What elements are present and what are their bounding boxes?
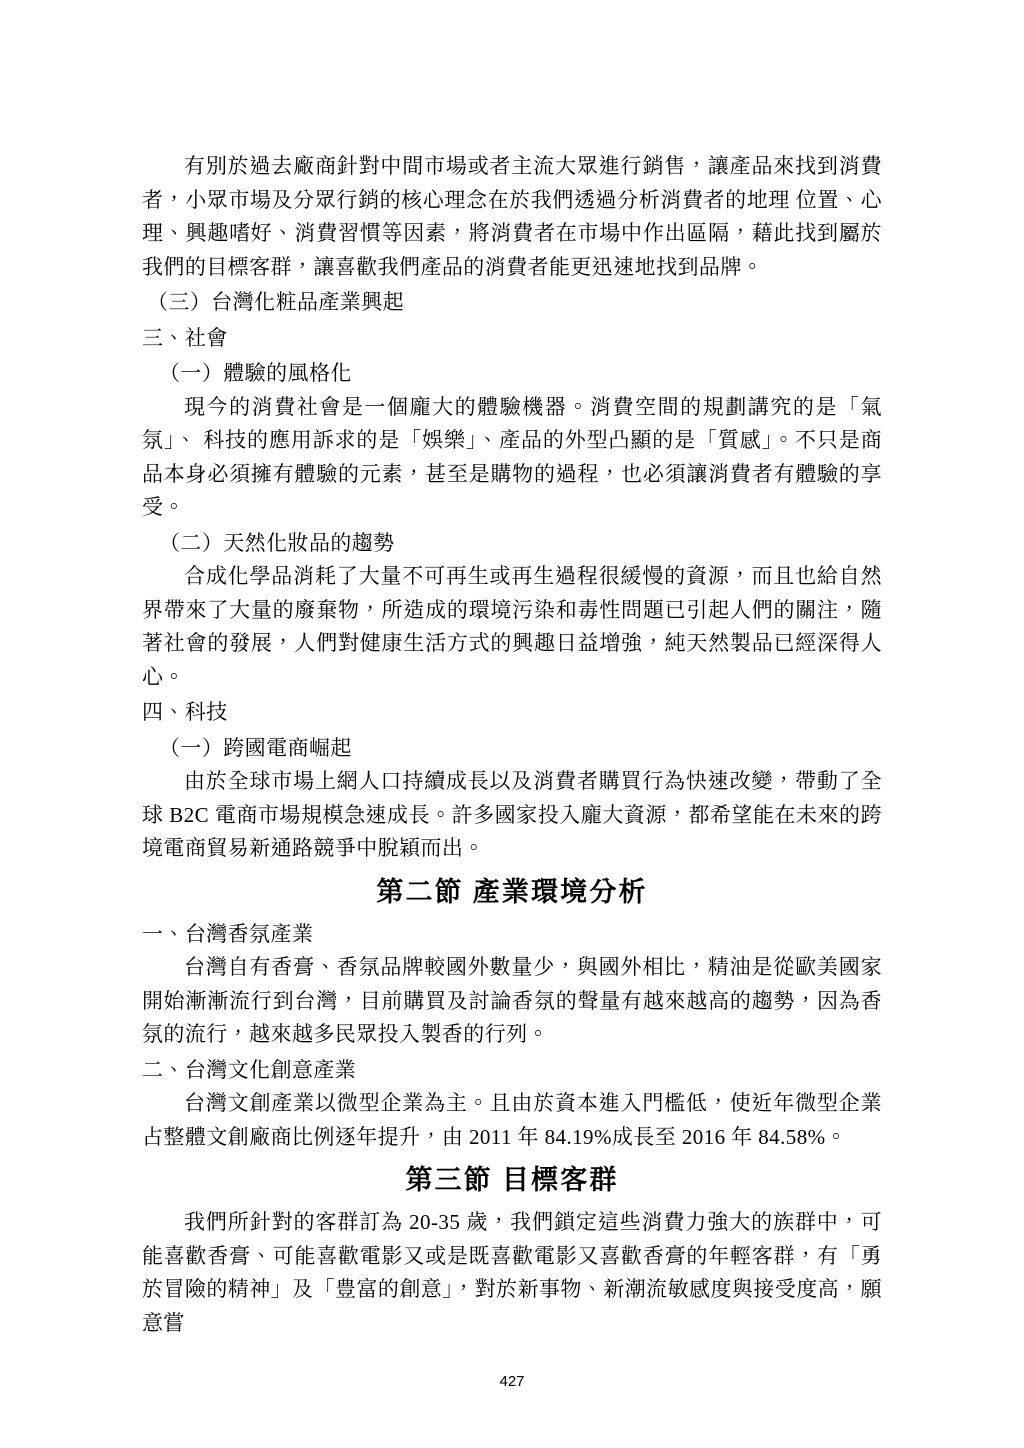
section-item-society: 三、社會 <box>142 325 228 350</box>
list-item-taiwan-cosmetics-rise: （三）台灣化粧品產業興起 <box>147 290 405 314</box>
paragraph-cultural-creative-industry: 台灣文創產業以微型企業為主。且由於資本進入門檻低，使近年微型企業占整體文創廠商比例逐年提升，由 2011 年 84.19%成長至 2016 年 84.58%。 <box>142 1091 882 1149</box>
section-item-cultural-creative: 二、台灣文化創意產業 <box>142 1057 357 1082</box>
paragraph-global-b2c-growth: 由於全球市場上網人口持續成長以及消費者購買行為快速改變，帶動了全球 B2C 電商市場規模急速成長。許多國家投入龐大資源，都希望能在未來的跨境電商貿易新通路競爭中脫穎而出。 <box>142 769 882 860</box>
paragraph-market-segmentation: 有別於過去廠商針對中間市場或者主流大眾進行銷售，讓產品來找到消費者，小眾市場及分眾行銷的核心理念在於我們透過分析消費者的地理 位置、心理、興趣嗜好、消費習慣等因素，將消費者在市場中作出區隔，藉此找到屬於我們的目標客群，讓喜歡我們產品的消費者能更迅速地找到品牌。 <box>142 154 882 279</box>
paragraph-fragrance-industry: 台灣自有香膏、香氛品牌較國外數量少，與國外相比，精油是從歐美國家開始漸漸流行到台灣，目前購買及討論香氛的聲量有越來越高的趨勢，因為香氛的流行，越來越多民眾投入製香的行列。 <box>142 955 882 1046</box>
section-item-taiwan-fragrance: 一、台灣香氛產業 <box>142 921 314 946</box>
section-item-technology: 四、科技 <box>142 700 228 724</box>
list-item-natural-cosmetics-trend: （二）天然化妝品的趨勢 <box>159 530 395 555</box>
section-heading-industry-environment: 第二節 產業環境分析 <box>376 876 648 907</box>
paragraph-synthetic-chemicals: 合成化學品消耗了大量不可再生或再生過程很緩慢的資源，而且也給自然界帶來了大量的廢棄物，所造成的環境污染和毒性問題已引起人們的關注，隨著社會的發展，人們對健康生活方式的興趣日益增強，純天然製品已經深得人心。 <box>142 564 882 689</box>
list-item-experience-style: （一）體驗的風格化 <box>159 361 352 385</box>
paragraph-experience-society: 現今的消費社會是一個龐大的體驗機器。消費空間的規劃講究的是「氣氛」、 科技的應用訴求的是「娛樂」、產品的外型凸顯的是「質感」。不只是商品本身必須擁有體驗的元素，甚至是購物的過程，也必須讓消費者有體驗的享受。 <box>142 394 882 519</box>
list-item-crossborder-ecommerce: （一）跨國電商崛起 <box>159 735 352 760</box>
page-content <box>142 150 882 1340</box>
paragraph-target-customers: 我們所針對的客群訂為 20-35 歲，我們鎖定這些消費力強大的族群中，可能喜歡香膏、可能喜歡電影又或是既喜歡電影又喜歡香膏的年輕客群，有「勇於冒險的精神」及「豊富的創意」，對於新事物、新潮流敏感度與接受度高，願意嘗 <box>142 1210 882 1335</box>
section-heading-target-customers: 第三節 目標客群 <box>405 1165 619 1195</box>
page-number: 427 <box>499 1373 525 1390</box>
